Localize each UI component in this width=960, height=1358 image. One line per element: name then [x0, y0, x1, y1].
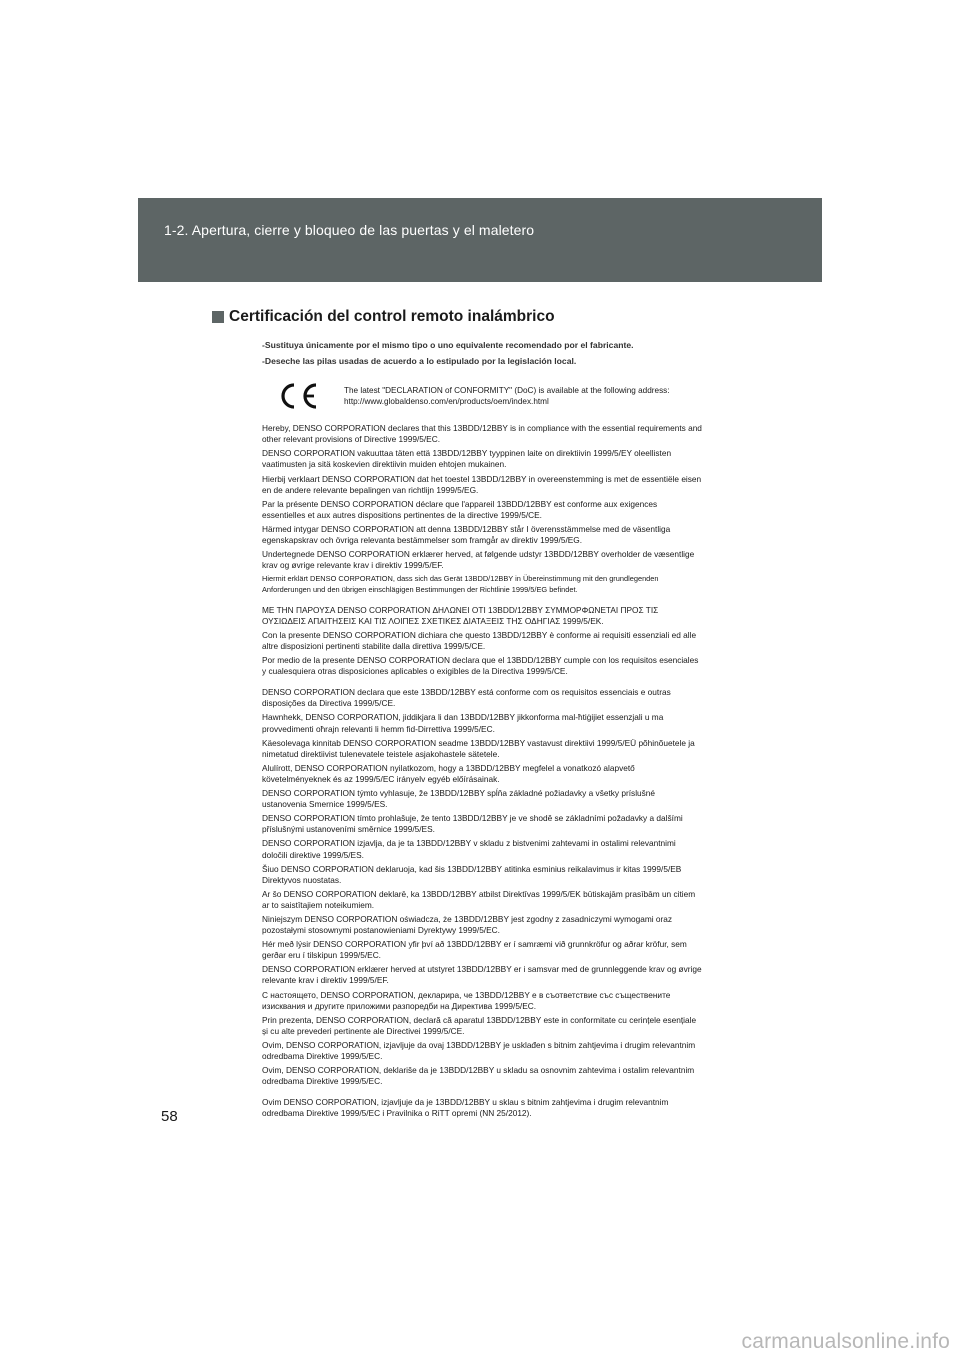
- declaration-pl: Niniejszym DENSO CORPORATION oświadcza, że 13BDD/12BBY jest zgodny z zasadniczymi wymogami oraz pozostałymi stosownymi postanowieniami Dyrektywy 1999/5/EC.: [262, 913, 673, 936]
- declaration-hu: Alulírott, DENSO CORPORATION nyilatkozom, hogy a 13BDD/12BBY megfelel a vonatkozó alapvető követelményeknek és az 1999/5/EC irányelv egyéb előírásainak.: [262, 762, 635, 784]
- declaration-lv: Ar šo DENSO CORPORATION deklarē, ka 13BDD/12BBY atbilst Direktīvas 1999/5/EK būtiskajām prasībām un citiem ar to saistītajiem noteikumiem.: [262, 888, 696, 910]
- doc-availability-line: The latest "DECLARATION of CONFORMITY" (DoC) is available at the following address:: [344, 386, 670, 396]
- declaration-el: ΜΕ ΤΗΝ ΠΑΡΟΥΣΑ DENSO CORPORATION ΔΗΛΩΝΕΙ ΟΤΙ 13BDD/12BBY ΣΥΜΜΟΡΦΩΝΕΤΑΙ ΠΡΟΣ ΤΙΣ ΟΥΣΙΩΔΕΙΣ ΑΠΑΙΤΗΣΕΙΣ ΚΑΙ ΤΙΣ ΛΟΙΠΕΣ ΣΧΕΤΙΚΕΣ ΔΙΑΤΑΞΕΙΣ ΤΗΣ ΟΔΗΓΙΑΣ 1999/5/ΕΚ.: [262, 604, 659, 626]
- declaration-et: Käesolevaga kinnitab DENSO CORPORATION seadme 13BDD/12BBY vastavust direktiivi 1999/5/EÜ põhinõuetele ja nimetatud direktiivist tulenevatele teistele asjakohastele sätetele.: [262, 737, 695, 759]
- page-number: 58: [161, 1108, 178, 1125]
- watermark: carmanualsonline.info: [741, 1330, 950, 1353]
- declaration-sr: Ovim, DENSO CORPORATION, deklariše da je 13BDD/12BBY u skladu sa osnovnim zahtevima i ostalim relevantnim odredbama Direktive 1999/5/EC.: [262, 1065, 695, 1087]
- section-title: [212, 308, 555, 326]
- declaration-pt: DENSO CORPORATION declara que este 13BDD/12BBY está conforme com os requisitos essenciais e outras disposições da Directiva 1999/5/CE.: [262, 687, 671, 709]
- declaration-de: Hiermit erklärt DENSO CORPORATION, dass sich das Gerät 13BDD/12BBY in Übereinstimmung mit den grundlegenden Anforderungen und den übrigen einschlägigen Bestimmungen der Richtlinie 1999/5/EG befindet.: [262, 574, 659, 594]
- section-title-text: Certificación del control remoto inalámbrico: [229, 308, 555, 325]
- declaration-it: Con la presente DENSO CORPORATION dichiara che questo 13BDD/12BBY è conforme ai requisiti essenziali ed alle altre disposizioni pertinenti stabilite dalla direttiva 1999/5/CE.: [262, 629, 697, 651]
- declaration-ro: Prin prezenta, DENSO CORPORATION, declară că aparatul 13BDD/12BBY este in conformitate cu cerințele esențiale și cu alte prevederi pertinente ale Directivei 1999/5/CE.: [262, 1014, 697, 1036]
- declaration-cs: DENSO CORPORATION tímto prohlašuje, že tento 13BDD/12BBY je ve shodě se základními požadavky a dalšími příslušnými ustanoveními směrnice 1999/5/ES.: [262, 813, 683, 835]
- declaration-es: Por medio de la presente DENSO CORPORATION declara que el 13BDD/12BBY cumple con los requisitos esenciales y cualesquiera otras disposiciones aplicables o exigibles de la Directiva 1999/5/CE.: [262, 655, 699, 677]
- declaration-en: Hereby, DENSO CORPORATION declares that this 13BDD/12BBY is in compliance with the essential requirements and other relevant provisions of Directive 1999/5/EC.: [262, 423, 702, 445]
- section-header-band: [138, 198, 822, 282]
- doc-url: http://www.globaldenso.com/en/products/oem/index.html: [344, 397, 549, 407]
- ce-mark-icon: [276, 381, 320, 411]
- declaration-da: Undertegnede DENSO CORPORATION erklærer herved, at følgende udstyr 13BDD/12BBY overholder de væsentlige krav og øvrige relevante krav i direktiv 1999/5/EF.: [262, 549, 695, 571]
- declaration-no: DENSO CORPORATION erklærer herved at utstyret 13BDD/12BBY er i samsvar med de grunnleggende krav og øvrige relevante krav i direktiv 1999/5/EF.: [262, 964, 702, 986]
- declaration-nl: Hierbij verklaart DENSO CORPORATION dat het toestel 13BDD/12BBY in overeenstemming is met de essentiële eisen en de andere relevante bepalingen van richtlijn 1999/5/EG.: [262, 473, 702, 495]
- declaration-lt: Šiuo DENSO CORPORATION deklaruoja, kad šis 13BDD/12BBY atitinka esminius reikalavimus ir kitas 1999/5/EB Direktyvos nuostatas.: [262, 863, 682, 885]
- declaration-fi: DENSO CORPORATION vakuuttaa täten että 13BDD/12BBY tyyppinen laite on direktiivin 1999/5/EY oleellisten vaatimusten ja sitä koskevien direktiivin muiden ehtojen mukainen.: [262, 448, 672, 470]
- doc-availability-text: [344, 385, 670, 407]
- declaration-mt: Hawnhekk, DENSO CORPORATION, jiddikjara li dan 13BDD/12BBY jikkonforma mal-ħtiġijiet essenzjali u ma provvedimenti oħrajn relevanti li hemm fid-Dirrettiva 1999/5/EC.: [262, 712, 664, 734]
- certification-content: [262, 340, 702, 1122]
- battery-note-1: -Sustituya únicamente por el mismo tipo o uno equivalente recomendado por el fabricante.: [262, 340, 634, 350]
- declaration-hr-1: Ovim, DENSO CORPORATION, izjavljuje da ovaj 13BDD/12BBY je usklađen s bitnim zahtjevima i drugim relevantnim odredbama Direktive 1999/5/EC.: [262, 1039, 696, 1061]
- declaration-is: Hér með lýsir DENSO CORPORATION yfir því að 13BDD/12BBY er í samræmi við grunnkröfur og aðrar kröfur, sem gerðar eru í tilskipun 1999/5/EC.: [262, 939, 687, 961]
- declaration-sk: DENSO CORPORATION týmto vyhlasuje, že 13BDD/12BBY spĺňa základné požiadavky a všetky príslušné ustanovenia Smernice 1999/5/ES.: [262, 788, 656, 810]
- declaration-hr-2: Ovim DENSO CORPORATION, izjavljuje da je 13BDD/12BBY u sklau s bitnim zahtjevima i drugim relevantnim odredbama Direktive 1999/5/EC i Pravilnika o RiTT opremi (NN 25/2012).: [262, 1097, 669, 1119]
- ce-conformity-row: [276, 381, 702, 411]
- battery-note-2: -Deseche las pilas usadas de acuerdo a lo estipulado por la legislación local.: [262, 356, 577, 367]
- declaration-sl: DENSO CORPORATION izjavlja, da je ta 13BDD/12BBY v skladu z bistvenimi zahtevami in ostalimi relevantnimi določili direktive 1999/5/ES.: [262, 838, 676, 860]
- chapter-title: 1-2. Apertura, cierre y bloqueo de las puertas y el maletero: [164, 222, 535, 238]
- square-bullet-icon: [212, 311, 224, 323]
- declaration-bg: С настоящето, DENSO CORPORATION, декларира, че 13BDD/12BBY е в съответствие със съществените изисквания и другите приложими разпоредби на Директива 1999/5/EC.: [262, 989, 671, 1011]
- declaration-fr: Par la présente DENSO CORPORATION déclare que l'appareil 13BDD/12BBY est conforme aux exigences essentielles et aux autres dispositions pertinentes de la directive 1999/5/CE.: [262, 498, 658, 520]
- declaration-sv: Härmed intygar DENSO CORPORATION att denna 13BDD/12BBY står I överensstämmelse med de väsentliga egenskapskrav och övriga relevanta bestämmelser som framgår av direktiv 1999/5/EG.: [262, 523, 671, 546]
